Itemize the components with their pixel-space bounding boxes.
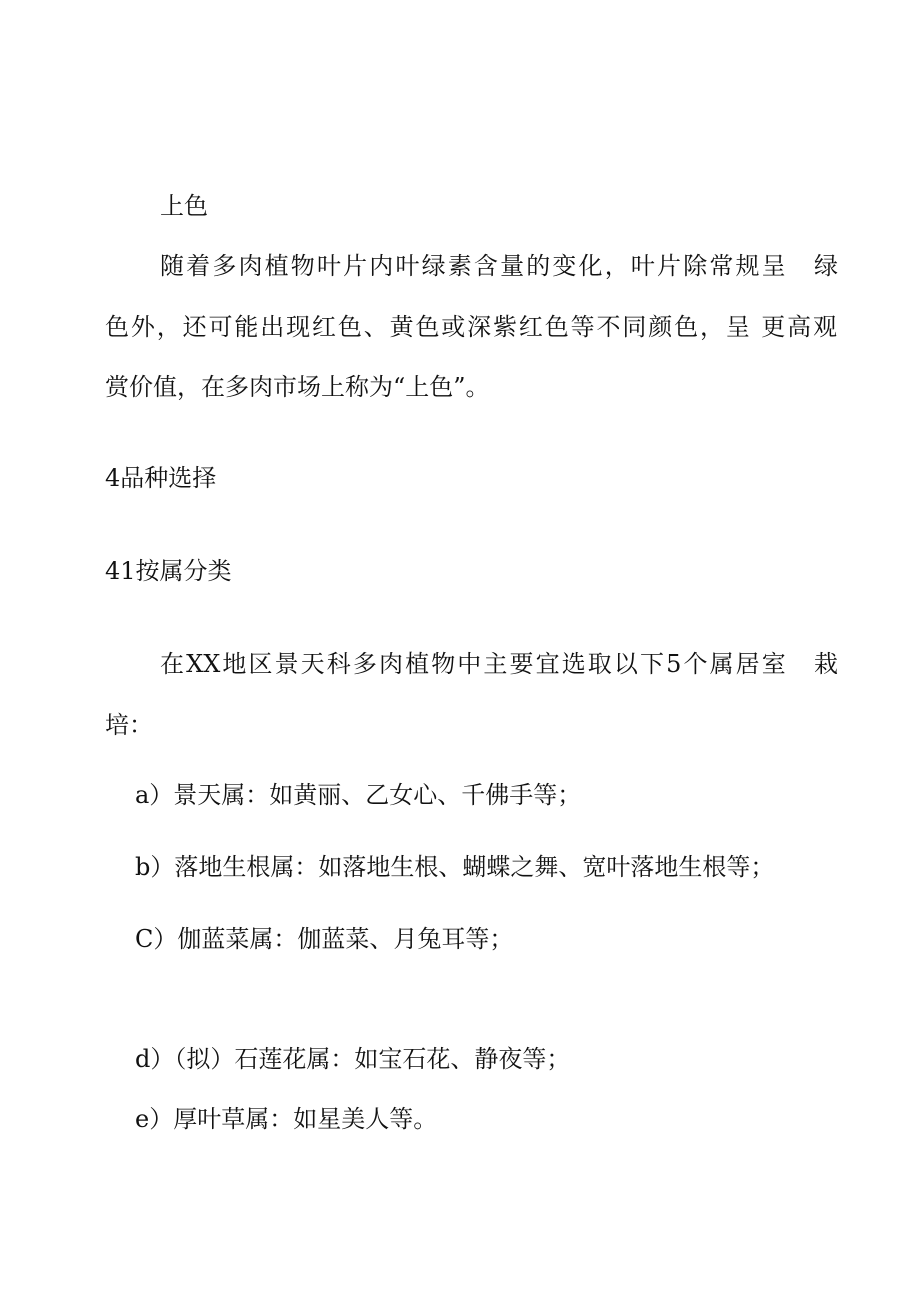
paragraph-genus-line-2: 培： — [105, 711, 153, 739]
subheading-coloring: 上色 — [160, 192, 208, 220]
heading-variety-selection: 4品种选择 — [105, 464, 217, 492]
list-item-a: a）景天属：如黄丽、乙女心、千佛手等； — [135, 781, 582, 809]
paragraph-coloring-line-1: 随着多肉植物叶片内叶绿素含量的变化，叶片除常规呈 绿 — [160, 252, 838, 280]
paragraph-coloring-line-3: 赏价值，在多肉市场上称为“上色”。 — [105, 373, 490, 401]
paragraph-genus-line-1: 在XX地区景天科多肉植物中主要宜选取以下5个属居室 栽 — [160, 650, 838, 678]
heading-genus-classification: 41按属分类 — [105, 557, 232, 585]
list-item-b: b）落地生根属：如落地生根、蝴蝶之舞、宽叶落地生根等； — [135, 853, 775, 881]
paragraph-coloring-line-2: 色外，还可能出现红色、黄色或深紫红色等不同颜色，呈 更高观 — [105, 313, 837, 341]
list-item-c: C）伽蓝菜属：伽蓝菜、月兔耳等； — [135, 925, 514, 953]
list-item-d: d）（拟）石莲花属：如宝石花、静夜等； — [135, 1045, 571, 1073]
list-item-e: e）厚叶草属：如星美人等。 — [135, 1105, 438, 1133]
